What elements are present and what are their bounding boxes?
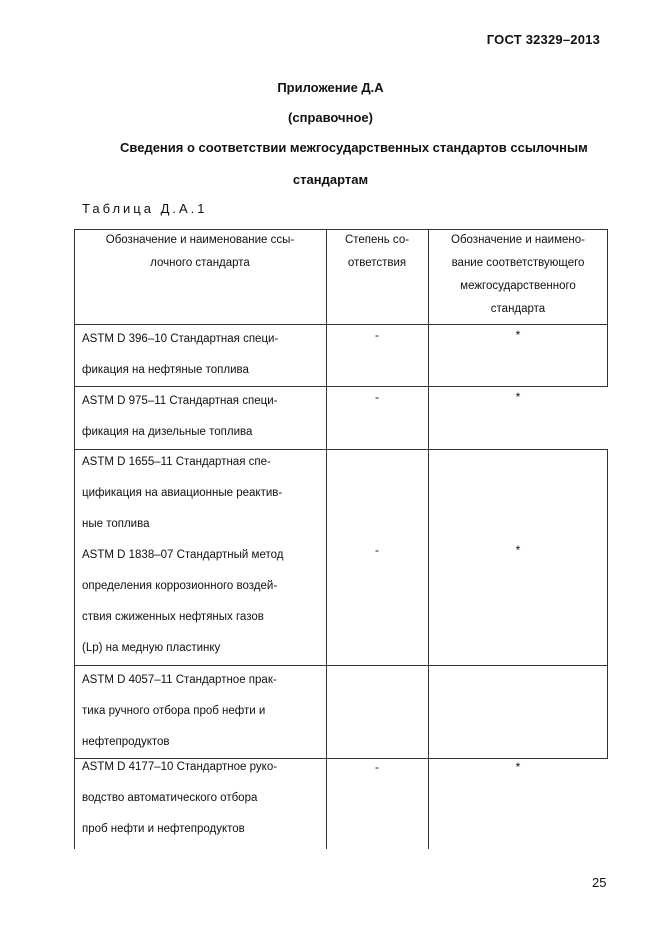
table-row-reference — [82, 752, 312, 845]
document-code: ГОСТ 32329–2013 — [486, 32, 600, 47]
header-line: лочного стандарта — [150, 257, 250, 269]
annex-title: Приложение Д.А — [277, 80, 384, 95]
row-line: ASTM D 975–11 Стандартная специ- — [82, 395, 278, 407]
row-line: ствия сжиженных нефтяных газов — [82, 611, 264, 623]
row-line: фикация на нефтяные топлива — [82, 364, 249, 376]
row-line: нефтепродуктов — [82, 736, 170, 748]
table-col-divider-2 — [428, 229, 429, 849]
table-border-right-1 — [607, 229, 608, 386]
table-row-reference — [82, 386, 312, 448]
table-row-reference — [82, 324, 312, 386]
header-cell-degree — [328, 229, 426, 275]
row-line: водство автоматического отбора — [82, 792, 258, 804]
header-line: межгосударственного — [460, 280, 576, 292]
row-line: ASTM D 396–10 Стандартная специ- — [82, 333, 279, 345]
header-line: вание соответствующего — [451, 257, 585, 269]
header-cell-reference — [76, 229, 324, 275]
annex-heading-line-2: стандартам — [292, 172, 369, 187]
interstate-value: * — [515, 328, 521, 342]
row-line: проб нефти и нефтепродуктов — [82, 823, 245, 835]
reference-standards-table — [74, 229, 608, 849]
interstate-value: * — [515, 390, 521, 404]
table-col-divider-1 — [326, 229, 327, 849]
row-line: ASTM D 1655–11 Стандартная спе- — [82, 456, 271, 468]
table-row-reference — [82, 447, 312, 664]
annex-subtitle: (справочное) — [288, 110, 373, 125]
degree-value: - — [375, 328, 379, 342]
table-border-left — [74, 229, 75, 849]
header-line: Степень со- — [344, 234, 410, 246]
page-number: 25 — [592, 875, 607, 890]
table-row-reference — [82, 665, 312, 758]
header-line: Обозначение и наименование ссы- — [105, 234, 295, 246]
row-line: тика ручного отбора проб нефти и — [82, 705, 266, 717]
degree-value: - — [375, 390, 379, 404]
row-line: ASTM D 4177–10 Стандартное руко- — [82, 761, 278, 773]
row-line: цификация на авиационные реактив- — [82, 487, 283, 499]
row-line: фикация на дизельные топлива — [82, 426, 253, 438]
row-line: определения коррозионного воздей- — [82, 580, 278, 592]
table-border-right-2 — [607, 449, 608, 759]
row-line: (Lp) на медную пластинку — [82, 642, 221, 654]
header-line: стандарта — [490, 303, 546, 315]
annex-heading-line-1: Сведения о соответствии межгосударственных стандартов ссылочным — [120, 140, 588, 155]
header-line: Обозначение и наимено- — [451, 234, 585, 246]
interstate-value: * — [515, 543, 521, 557]
degree-value: - — [375, 543, 379, 557]
header-cell-interstate — [430, 229, 606, 321]
header-line: ответствия — [347, 257, 407, 269]
interstate-value: * — [515, 760, 521, 774]
row-line: ные топлива — [82, 518, 150, 530]
table-caption: Таблица Д.А.1 — [82, 201, 208, 216]
row-line: ASTM D 4057–11 Стандартное прак- — [82, 674, 277, 686]
degree-value: - — [375, 760, 379, 774]
row-line: ASTM D 1838–07 Стандартный метод — [82, 549, 284, 561]
